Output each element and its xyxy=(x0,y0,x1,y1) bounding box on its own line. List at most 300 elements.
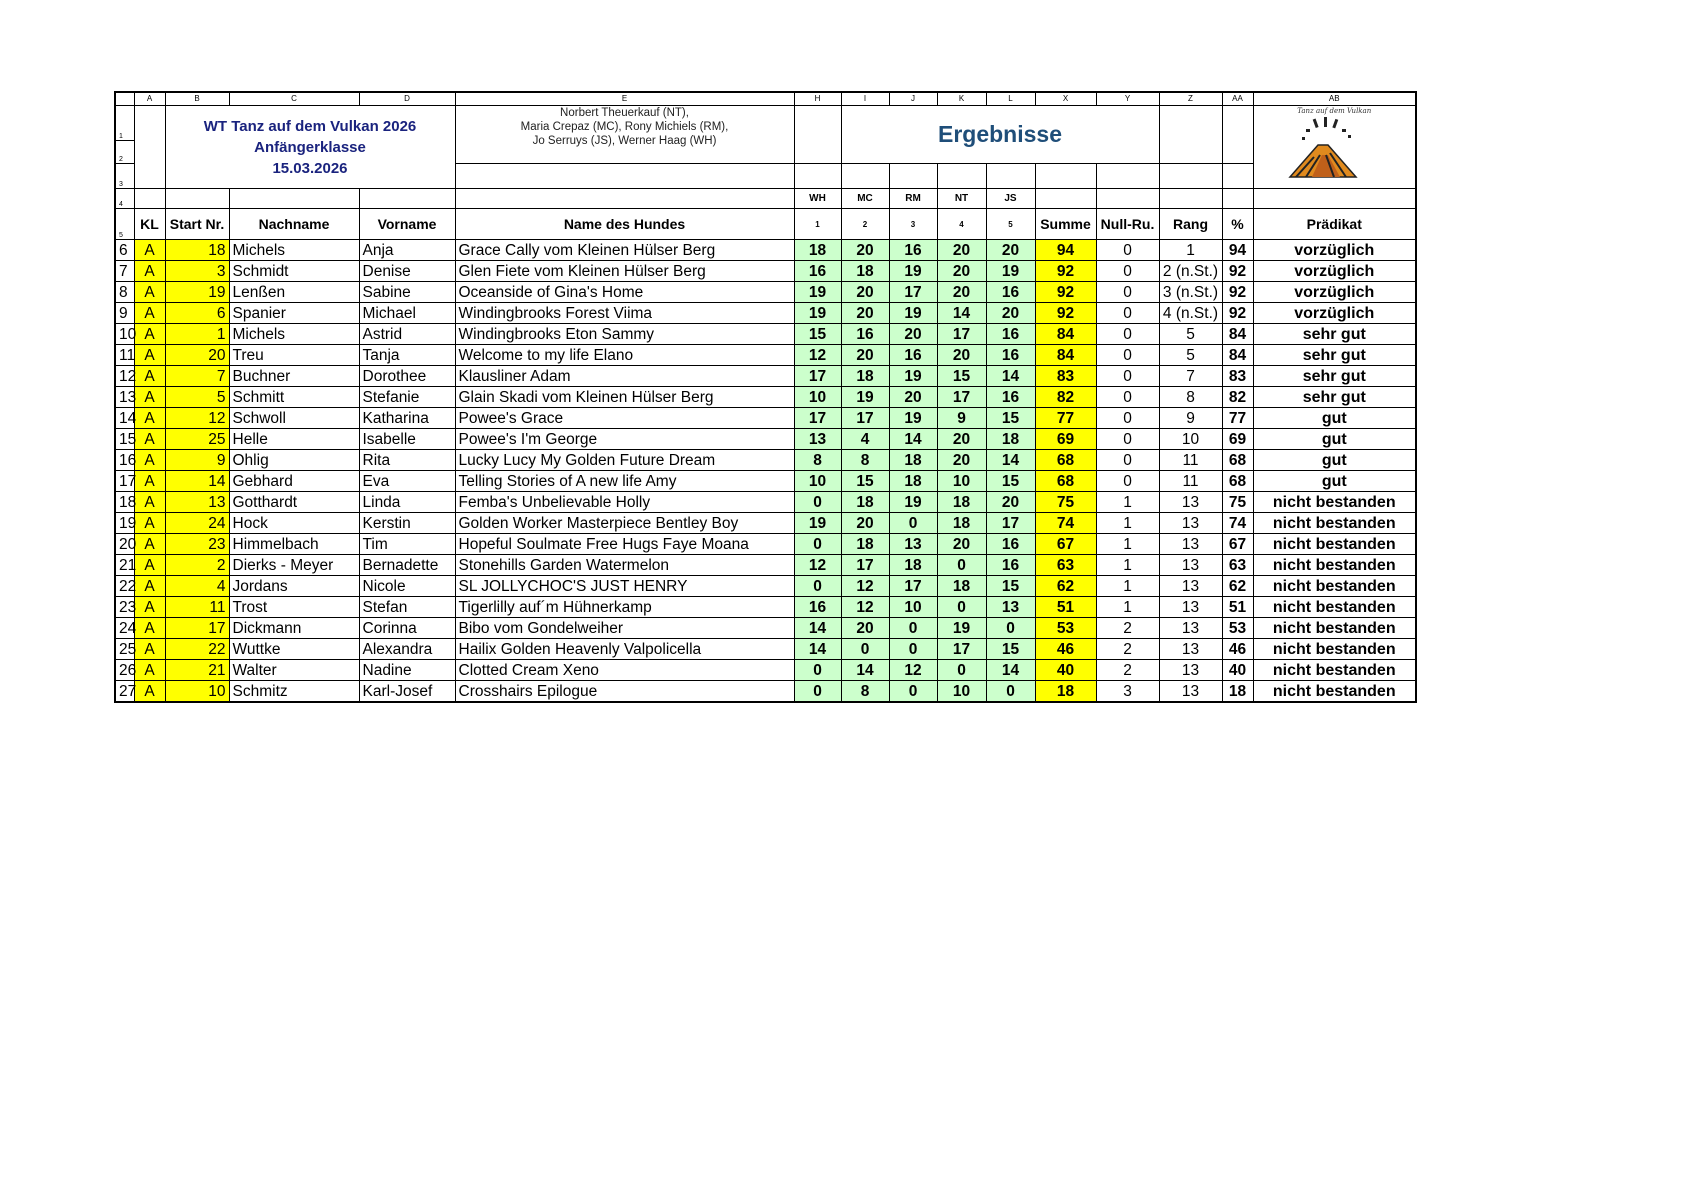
start-number-cell[interactable]: 3 xyxy=(165,261,229,282)
firstname-cell[interactable]: Kerstin xyxy=(359,513,455,534)
firstname-cell[interactable]: Rita xyxy=(359,450,455,471)
dog-name-cell[interactable]: Femba's Unbelievable Holly xyxy=(455,492,794,513)
judge-score-cell[interactable]: 14 xyxy=(937,303,986,324)
lastname-cell[interactable]: Himmelbach xyxy=(229,534,359,555)
judge-score-cell[interactable]: 20 xyxy=(841,618,889,639)
null-count-cell[interactable]: 0 xyxy=(1096,345,1159,366)
firstname-cell[interactable]: Dorothee xyxy=(359,366,455,387)
grade-cell[interactable]: gut xyxy=(1253,429,1416,450)
sum-cell[interactable]: 77 xyxy=(1035,408,1096,429)
dog-name-cell[interactable]: Crosshairs Epilogue xyxy=(455,681,794,703)
null-count-cell[interactable]: 2 xyxy=(1096,660,1159,681)
sum-cell[interactable]: 82 xyxy=(1035,387,1096,408)
percent-cell[interactable]: 68 xyxy=(1222,471,1253,492)
class-cell[interactable]: A xyxy=(134,303,165,324)
sum-cell[interactable]: 92 xyxy=(1035,261,1096,282)
row-number[interactable]: 21 xyxy=(115,555,134,576)
grade-cell[interactable]: nicht bestanden xyxy=(1253,618,1416,639)
judge-score-cell[interactable]: 19 xyxy=(889,492,937,513)
judge-score-cell[interactable]: 16 xyxy=(986,282,1035,303)
null-count-cell[interactable]: 0 xyxy=(1096,324,1159,345)
dog-name-cell[interactable]: Hailix Golden Heavenly Valpolicella xyxy=(455,639,794,660)
judge-score-cell[interactable]: 10 xyxy=(937,471,986,492)
grade-cell[interactable]: vorzüglich xyxy=(1253,240,1416,261)
grade-cell[interactable]: nicht bestanden xyxy=(1253,681,1416,703)
judge-score-cell[interactable]: 18 xyxy=(794,240,841,261)
start-number-cell[interactable]: 11 xyxy=(165,597,229,618)
lastname-cell[interactable]: Wuttke xyxy=(229,639,359,660)
judge-score-cell[interactable]: 19 xyxy=(794,303,841,324)
grade-cell[interactable]: nicht bestanden xyxy=(1253,555,1416,576)
judge-score-cell[interactable]: 20 xyxy=(937,261,986,282)
row-number[interactable]: 2 xyxy=(115,141,134,164)
sum-cell[interactable]: 92 xyxy=(1035,282,1096,303)
rank-cell[interactable]: 4 (n.St.) xyxy=(1159,303,1222,324)
judge-score-cell[interactable]: 0 xyxy=(794,534,841,555)
judge-score-cell[interactable]: 18 xyxy=(841,366,889,387)
row-number[interactable]: 17 xyxy=(115,471,134,492)
firstname-cell[interactable]: Linda xyxy=(359,492,455,513)
judge-score-cell[interactable]: 15 xyxy=(937,366,986,387)
dog-name-cell[interactable]: Glen Fiete vom Kleinen Hülser Berg xyxy=(455,261,794,282)
rank-cell[interactable]: 7 xyxy=(1159,366,1222,387)
sum-cell[interactable]: 68 xyxy=(1035,450,1096,471)
firstname-cell[interactable]: Bernadette xyxy=(359,555,455,576)
sum-cell[interactable]: 53 xyxy=(1035,618,1096,639)
percent-cell[interactable]: 51 xyxy=(1222,597,1253,618)
dog-name-cell[interactable]: Windingbrooks Eton Sammy xyxy=(455,324,794,345)
percent-cell[interactable]: 82 xyxy=(1222,387,1253,408)
row-number[interactable]: 10 xyxy=(115,324,134,345)
judge-score-cell[interactable]: 16 xyxy=(986,324,1035,345)
start-number-cell[interactable]: 19 xyxy=(165,282,229,303)
null-count-cell[interactable]: 0 xyxy=(1096,450,1159,471)
firstname-cell[interactable]: Katharina xyxy=(359,408,455,429)
judge-score-cell[interactable]: 16 xyxy=(986,387,1035,408)
firstname-cell[interactable]: Tim xyxy=(359,534,455,555)
judge-score-cell[interactable]: 18 xyxy=(841,492,889,513)
judge-score-cell[interactable]: 0 xyxy=(889,639,937,660)
percent-cell[interactable]: 75 xyxy=(1222,492,1253,513)
judge-score-cell[interactable]: 0 xyxy=(794,660,841,681)
null-count-cell[interactable]: 2 xyxy=(1096,618,1159,639)
null-count-cell[interactable]: 0 xyxy=(1096,303,1159,324)
row-number[interactable]: 20 xyxy=(115,534,134,555)
row-number[interactable]: 27 xyxy=(115,681,134,703)
judge-score-cell[interactable]: 15 xyxy=(986,576,1035,597)
grade-cell[interactable]: gut xyxy=(1253,408,1416,429)
percent-cell[interactable]: 77 xyxy=(1222,408,1253,429)
judge-score-cell[interactable]: 9 xyxy=(937,408,986,429)
dog-name-cell[interactable]: SL JOLLYCHOC'S JUST HENRY xyxy=(455,576,794,597)
row-number[interactable]: 16 xyxy=(115,450,134,471)
grade-cell[interactable]: nicht bestanden xyxy=(1253,639,1416,660)
lastname-cell[interactable]: Jordans xyxy=(229,576,359,597)
sum-cell[interactable]: 62 xyxy=(1035,576,1096,597)
judge-score-cell[interactable]: 17 xyxy=(937,387,986,408)
percent-cell[interactable]: 84 xyxy=(1222,345,1253,366)
dog-name-cell[interactable]: Golden Worker Masterpiece Bentley Boy xyxy=(455,513,794,534)
row-number[interactable]: 12 xyxy=(115,366,134,387)
start-number-cell[interactable]: 25 xyxy=(165,429,229,450)
judge-score-cell[interactable]: 13 xyxy=(986,597,1035,618)
null-count-cell[interactable]: 1 xyxy=(1096,597,1159,618)
firstname-cell[interactable]: Corinna xyxy=(359,618,455,639)
rank-cell[interactable]: 13 xyxy=(1159,576,1222,597)
judge-score-cell[interactable]: 14 xyxy=(841,660,889,681)
firstname-cell[interactable]: Anja xyxy=(359,240,455,261)
judge-score-cell[interactable]: 15 xyxy=(986,639,1035,660)
row-number[interactable]: 14 xyxy=(115,408,134,429)
judge-score-cell[interactable]: 20 xyxy=(841,282,889,303)
judge-score-cell[interactable]: 8 xyxy=(841,450,889,471)
grade-cell[interactable]: sehr gut xyxy=(1253,324,1416,345)
percent-cell[interactable]: 63 xyxy=(1222,555,1253,576)
start-number-cell[interactable]: 21 xyxy=(165,660,229,681)
null-count-cell[interactable]: 0 xyxy=(1096,261,1159,282)
firstname-cell[interactable]: Michael xyxy=(359,303,455,324)
dog-name-cell[interactable]: Oceanside of Gina's Home xyxy=(455,282,794,303)
sum-cell[interactable]: 84 xyxy=(1035,345,1096,366)
rank-cell[interactable]: 13 xyxy=(1159,597,1222,618)
row-number[interactable]: 5 xyxy=(115,209,134,240)
judge-score-cell[interactable]: 20 xyxy=(937,429,986,450)
rank-cell[interactable]: 13 xyxy=(1159,618,1222,639)
start-number-cell[interactable]: 5 xyxy=(165,387,229,408)
row-number[interactable]: 8 xyxy=(115,282,134,303)
judge-score-cell[interactable]: 14 xyxy=(889,429,937,450)
dog-name-cell[interactable]: Windingbrooks Forest Viima xyxy=(455,303,794,324)
sum-cell[interactable]: 75 xyxy=(1035,492,1096,513)
judge-score-cell[interactable]: 16 xyxy=(794,597,841,618)
sum-cell[interactable]: 74 xyxy=(1035,513,1096,534)
column-letter[interactable]: A xyxy=(134,92,165,106)
judge-score-cell[interactable]: 14 xyxy=(794,618,841,639)
percent-cell[interactable]: 83 xyxy=(1222,366,1253,387)
grade-cell[interactable]: sehr gut xyxy=(1253,366,1416,387)
firstname-cell[interactable]: Sabine xyxy=(359,282,455,303)
judge-score-cell[interactable]: 20 xyxy=(841,513,889,534)
null-count-cell[interactable]: 0 xyxy=(1096,366,1159,387)
sum-cell[interactable]: 94 xyxy=(1035,240,1096,261)
judge-score-cell[interactable]: 0 xyxy=(841,639,889,660)
judge-score-cell[interactable]: 0 xyxy=(794,492,841,513)
row-number[interactable]: 11 xyxy=(115,345,134,366)
percent-cell[interactable]: 84 xyxy=(1222,324,1253,345)
start-number-cell[interactable]: 13 xyxy=(165,492,229,513)
judge-score-cell[interactable]: 10 xyxy=(889,597,937,618)
start-number-cell[interactable]: 17 xyxy=(165,618,229,639)
firstname-cell[interactable]: Eva xyxy=(359,471,455,492)
class-cell[interactable]: A xyxy=(134,639,165,660)
class-cell[interactable]: A xyxy=(134,240,165,261)
start-number-cell[interactable]: 6 xyxy=(165,303,229,324)
judge-score-cell[interactable]: 8 xyxy=(841,681,889,703)
start-number-cell[interactable]: 10 xyxy=(165,681,229,703)
rank-cell[interactable]: 13 xyxy=(1159,681,1222,703)
judge-score-cell[interactable]: 20 xyxy=(986,492,1035,513)
row-number[interactable]: 25 xyxy=(115,639,134,660)
judge-score-cell[interactable]: 17 xyxy=(794,408,841,429)
lastname-cell[interactable]: Ohlig xyxy=(229,450,359,471)
row-number[interactable]: 24 xyxy=(115,618,134,639)
column-letter[interactable]: B xyxy=(165,92,229,106)
column-letter[interactable]: K xyxy=(937,92,986,106)
rank-cell[interactable]: 8 xyxy=(1159,387,1222,408)
sum-cell[interactable]: 92 xyxy=(1035,303,1096,324)
grade-cell[interactable]: vorzüglich xyxy=(1253,303,1416,324)
judge-score-cell[interactable]: 12 xyxy=(794,345,841,366)
judge-score-cell[interactable]: 20 xyxy=(986,303,1035,324)
class-cell[interactable]: A xyxy=(134,282,165,303)
column-letter[interactable]: E xyxy=(455,92,794,106)
start-number-cell[interactable]: 1 xyxy=(165,324,229,345)
judge-score-cell[interactable]: 19 xyxy=(794,282,841,303)
dog-name-cell[interactable]: Bibo vom Gondelweiher xyxy=(455,618,794,639)
null-count-cell[interactable]: 1 xyxy=(1096,513,1159,534)
class-cell[interactable]: A xyxy=(134,471,165,492)
class-cell[interactable]: A xyxy=(134,345,165,366)
null-count-cell[interactable]: 1 xyxy=(1096,534,1159,555)
judge-score-cell[interactable]: 15 xyxy=(986,471,1035,492)
judge-score-cell[interactable]: 20 xyxy=(937,240,986,261)
column-letter[interactable]: AA xyxy=(1222,92,1253,106)
judge-score-cell[interactable]: 14 xyxy=(986,366,1035,387)
null-count-cell[interactable]: 0 xyxy=(1096,240,1159,261)
null-count-cell[interactable]: 1 xyxy=(1096,555,1159,576)
grade-cell[interactable]: nicht bestanden xyxy=(1253,492,1416,513)
judge-score-cell[interactable]: 18 xyxy=(889,450,937,471)
lastname-cell[interactable]: Schmidt xyxy=(229,261,359,282)
judge-score-cell[interactable]: 0 xyxy=(986,681,1035,703)
rank-cell[interactable]: 13 xyxy=(1159,555,1222,576)
judge-score-cell[interactable]: 15 xyxy=(794,324,841,345)
firstname-cell[interactable]: Nicole xyxy=(359,576,455,597)
class-cell[interactable]: A xyxy=(134,429,165,450)
judge-score-cell[interactable]: 12 xyxy=(889,660,937,681)
percent-cell[interactable]: 53 xyxy=(1222,618,1253,639)
judge-score-cell[interactable]: 19 xyxy=(986,261,1035,282)
percent-cell[interactable]: 68 xyxy=(1222,450,1253,471)
row-number[interactable]: 9 xyxy=(115,303,134,324)
firstname-cell[interactable]: Nadine xyxy=(359,660,455,681)
grade-cell[interactable]: sehr gut xyxy=(1253,345,1416,366)
judge-score-cell[interactable]: 12 xyxy=(841,597,889,618)
dog-name-cell[interactable]: Telling Stories of A new life Amy xyxy=(455,471,794,492)
judge-score-cell[interactable]: 0 xyxy=(937,660,986,681)
judge-score-cell[interactable]: 0 xyxy=(889,681,937,703)
class-cell[interactable]: A xyxy=(134,366,165,387)
judge-score-cell[interactable]: 17 xyxy=(841,555,889,576)
judge-score-cell[interactable]: 19 xyxy=(889,303,937,324)
judge-score-cell[interactable]: 19 xyxy=(889,408,937,429)
grade-cell[interactable]: gut xyxy=(1253,471,1416,492)
null-count-cell[interactable]: 1 xyxy=(1096,492,1159,513)
rank-cell[interactable]: 10 xyxy=(1159,429,1222,450)
sum-cell[interactable]: 69 xyxy=(1035,429,1096,450)
judge-score-cell[interactable]: 0 xyxy=(794,681,841,703)
sum-cell[interactable]: 51 xyxy=(1035,597,1096,618)
class-cell[interactable]: A xyxy=(134,513,165,534)
judge-score-cell[interactable]: 10 xyxy=(937,681,986,703)
rank-cell[interactable]: 13 xyxy=(1159,660,1222,681)
percent-cell[interactable]: 69 xyxy=(1222,429,1253,450)
class-cell[interactable]: A xyxy=(134,555,165,576)
lastname-cell[interactable]: Gotthardt xyxy=(229,492,359,513)
sum-cell[interactable]: 63 xyxy=(1035,555,1096,576)
null-count-cell[interactable]: 0 xyxy=(1096,408,1159,429)
start-number-cell[interactable]: 2 xyxy=(165,555,229,576)
judge-score-cell[interactable]: 20 xyxy=(889,324,937,345)
start-number-cell[interactable]: 9 xyxy=(165,450,229,471)
row-number[interactable]: 7 xyxy=(115,261,134,282)
grade-cell[interactable]: nicht bestanden xyxy=(1253,576,1416,597)
judge-score-cell[interactable]: 17 xyxy=(986,513,1035,534)
judge-score-cell[interactable]: 19 xyxy=(889,261,937,282)
class-cell[interactable]: A xyxy=(134,597,165,618)
rank-cell[interactable]: 5 xyxy=(1159,324,1222,345)
judge-score-cell[interactable]: 19 xyxy=(937,618,986,639)
judge-score-cell[interactable]: 18 xyxy=(889,471,937,492)
dog-name-cell[interactable]: Powee's I'm George xyxy=(455,429,794,450)
start-number-cell[interactable]: 7 xyxy=(165,366,229,387)
sum-cell[interactable]: 67 xyxy=(1035,534,1096,555)
null-count-cell[interactable]: 2 xyxy=(1096,639,1159,660)
judge-score-cell[interactable]: 18 xyxy=(937,576,986,597)
class-cell[interactable]: A xyxy=(134,681,165,703)
start-number-cell[interactable]: 18 xyxy=(165,240,229,261)
judge-score-cell[interactable]: 16 xyxy=(794,261,841,282)
class-cell[interactable]: A xyxy=(134,618,165,639)
judge-score-cell[interactable]: 17 xyxy=(889,576,937,597)
column-letter[interactable]: C xyxy=(229,92,359,106)
judge-score-cell[interactable]: 0 xyxy=(937,555,986,576)
percent-cell[interactable]: 40 xyxy=(1222,660,1253,681)
row-number[interactable]: 18 xyxy=(115,492,134,513)
firstname-cell[interactable]: Karl-Josef xyxy=(359,681,455,703)
firstname-cell[interactable]: Denise xyxy=(359,261,455,282)
rank-cell[interactable]: 13 xyxy=(1159,492,1222,513)
start-number-cell[interactable]: 4 xyxy=(165,576,229,597)
judge-score-cell[interactable]: 20 xyxy=(841,240,889,261)
rank-cell[interactable]: 1 xyxy=(1159,240,1222,261)
start-number-cell[interactable]: 20 xyxy=(165,345,229,366)
lastname-cell[interactable]: Walter xyxy=(229,660,359,681)
judge-score-cell[interactable]: 10 xyxy=(794,471,841,492)
dog-name-cell[interactable]: Lucky Lucy My Golden Future Dream xyxy=(455,450,794,471)
judge-score-cell[interactable]: 16 xyxy=(889,240,937,261)
lastname-cell[interactable]: Gebhard xyxy=(229,471,359,492)
judge-score-cell[interactable]: 17 xyxy=(937,324,986,345)
judge-score-cell[interactable]: 17 xyxy=(889,282,937,303)
judge-score-cell[interactable]: 18 xyxy=(889,555,937,576)
null-count-cell[interactable]: 3 xyxy=(1096,681,1159,703)
judge-score-cell[interactable]: 15 xyxy=(841,471,889,492)
judge-score-cell[interactable]: 0 xyxy=(794,576,841,597)
judge-score-cell[interactable]: 18 xyxy=(841,261,889,282)
row-number[interactable]: 4 xyxy=(115,189,134,209)
percent-cell[interactable]: 62 xyxy=(1222,576,1253,597)
class-cell[interactable]: A xyxy=(134,450,165,471)
dog-name-cell[interactable]: Klausliner Adam xyxy=(455,366,794,387)
row-number[interactable]: 6 xyxy=(115,240,134,261)
judge-score-cell[interactable]: 12 xyxy=(841,576,889,597)
null-count-cell[interactable]: 1 xyxy=(1096,576,1159,597)
judge-score-cell[interactable]: 16 xyxy=(986,555,1035,576)
rank-cell[interactable]: 13 xyxy=(1159,513,1222,534)
class-cell[interactable]: A xyxy=(134,534,165,555)
firstname-cell[interactable]: Tanja xyxy=(359,345,455,366)
percent-cell[interactable]: 92 xyxy=(1222,282,1253,303)
firstname-cell[interactable]: Astrid xyxy=(359,324,455,345)
row-number[interactable]: 1 xyxy=(115,106,134,141)
judge-score-cell[interactable]: 14 xyxy=(986,450,1035,471)
judge-score-cell[interactable]: 4 xyxy=(841,429,889,450)
start-number-cell[interactable]: 23 xyxy=(165,534,229,555)
column-letter[interactable]: AB xyxy=(1253,92,1416,106)
sum-cell[interactable]: 68 xyxy=(1035,471,1096,492)
column-letter[interactable]: D xyxy=(359,92,455,106)
judge-score-cell[interactable]: 20 xyxy=(986,240,1035,261)
judge-score-cell[interactable]: 19 xyxy=(841,387,889,408)
percent-cell[interactable]: 92 xyxy=(1222,303,1253,324)
lastname-cell[interactable]: Helle xyxy=(229,429,359,450)
start-number-cell[interactable]: 14 xyxy=(165,471,229,492)
rank-cell[interactable]: 13 xyxy=(1159,639,1222,660)
null-count-cell[interactable]: 0 xyxy=(1096,471,1159,492)
dog-name-cell[interactable]: Hopeful Soulmate Free Hugs Faye Moana xyxy=(455,534,794,555)
class-cell[interactable]: A xyxy=(134,576,165,597)
judge-score-cell[interactable]: 10 xyxy=(794,387,841,408)
rank-cell[interactable]: 11 xyxy=(1159,450,1222,471)
dog-name-cell[interactable]: Clotted Cream Xeno xyxy=(455,660,794,681)
grade-cell[interactable]: gut xyxy=(1253,450,1416,471)
judge-score-cell[interactable]: 15 xyxy=(986,408,1035,429)
lastname-cell[interactable]: Schmitz xyxy=(229,681,359,703)
judge-score-cell[interactable]: 20 xyxy=(841,303,889,324)
class-cell[interactable]: A xyxy=(134,408,165,429)
null-count-cell[interactable]: 0 xyxy=(1096,387,1159,408)
lastname-cell[interactable]: Treu xyxy=(229,345,359,366)
judge-score-cell[interactable]: 19 xyxy=(889,366,937,387)
judge-score-cell[interactable]: 17 xyxy=(841,408,889,429)
judge-score-cell[interactable]: 19 xyxy=(794,513,841,534)
grade-cell[interactable]: sehr gut xyxy=(1253,387,1416,408)
rank-cell[interactable]: 3 (n.St.) xyxy=(1159,282,1222,303)
judge-score-cell[interactable]: 16 xyxy=(986,534,1035,555)
rank-cell[interactable]: 13 xyxy=(1159,534,1222,555)
judge-score-cell[interactable]: 18 xyxy=(841,534,889,555)
judge-score-cell[interactable]: 20 xyxy=(841,345,889,366)
class-cell[interactable]: A xyxy=(134,261,165,282)
grade-cell[interactable]: nicht bestanden xyxy=(1253,597,1416,618)
sum-cell[interactable]: 18 xyxy=(1035,681,1096,703)
row-number[interactable]: 13 xyxy=(115,387,134,408)
judge-score-cell[interactable]: 14 xyxy=(986,660,1035,681)
row-number[interactable]: 22 xyxy=(115,576,134,597)
firstname-cell[interactable]: Alexandra xyxy=(359,639,455,660)
rank-cell[interactable]: 5 xyxy=(1159,345,1222,366)
lastname-cell[interactable]: Spanier xyxy=(229,303,359,324)
class-cell[interactable]: A xyxy=(134,660,165,681)
percent-cell[interactable]: 18 xyxy=(1222,681,1253,703)
judge-score-cell[interactable]: 0 xyxy=(937,597,986,618)
class-cell[interactable]: A xyxy=(134,324,165,345)
judge-score-cell[interactable]: 20 xyxy=(937,450,986,471)
judge-score-cell[interactable]: 17 xyxy=(937,639,986,660)
judge-score-cell[interactable]: 20 xyxy=(937,345,986,366)
dog-name-cell[interactable]: Tigerlilly auf´m Hühnerkamp xyxy=(455,597,794,618)
